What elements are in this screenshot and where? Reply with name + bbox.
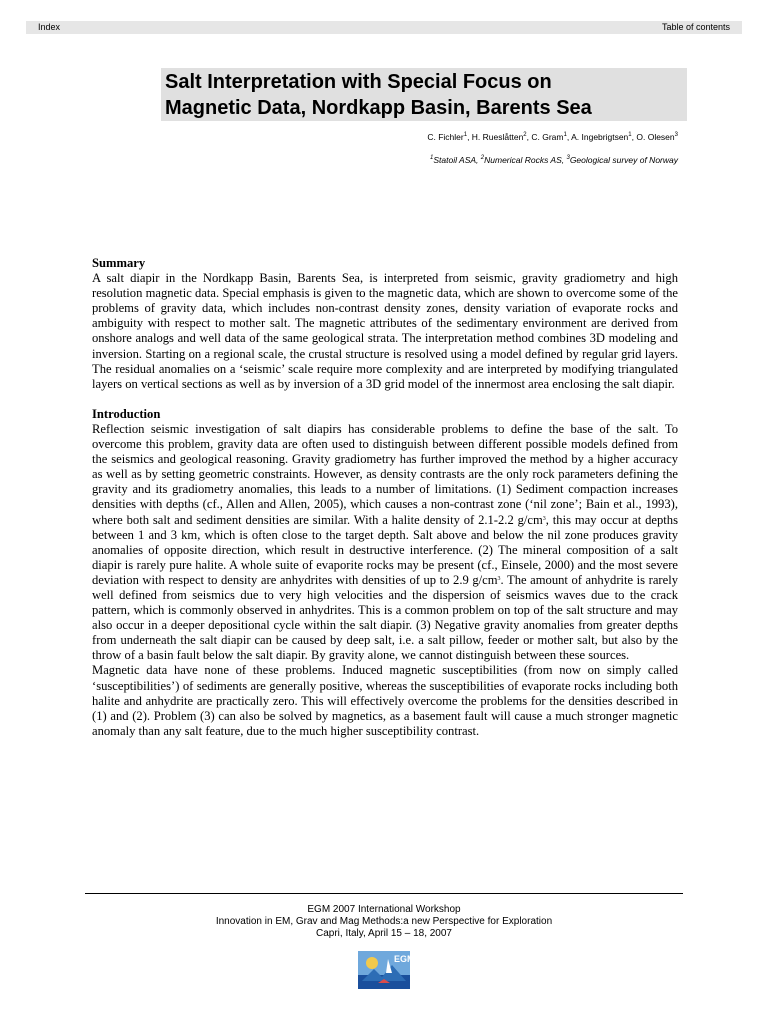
top-navigation-bar bbox=[26, 21, 742, 34]
author: A. Ingebrigtsen$^1$, bbox=[571, 132, 637, 142]
introduction-paragraph-2: Magnetic data have none of these problems. Induced magnetic susceptibilities (from now on simply called ‘susceptibilities’) of sediments are generally positive, whereas the susceptibilities of evaporate rocks including both halite and anhydrite are practically zero. This will effectively overcome the problems for the densities described in (1) and (2). Problem (3) can also be solved by magnetics, as a basement fault will cause a much stronger magnetic anomaly than any salt feature, due to the much higher susceptibility contrast. bbox=[92, 663, 678, 738]
introduction-heading: Introduction bbox=[92, 406, 161, 421]
footer-divider bbox=[85, 893, 683, 894]
workshop-footer bbox=[85, 904, 683, 940]
svg-text:EGM: EGM bbox=[394, 954, 415, 964]
paper-title bbox=[161, 68, 687, 121]
author: C. Fichler$^1$, bbox=[427, 132, 472, 142]
introduction-paragraph-1: Reflection seismic investigation of salt diapirs has considerable problems to define the base of the salt. To overcome this problem, gravity data are often used to distinguish between different possible models defined from the seismics and geological reasoning. Gravity gradiometry has further improved the method by a higher accuracy as well as by setting geometric constraints. However, as density contrasts are the only rock parameters defining the gravity and its gradiometry anomalies, this leads to a number of limitations. (1) Sediment compaction increases densities with depths (cf., Allen and Allen, 2005), which causes a non-contrast zone (‘nil zone’; Bain et al., 1993), where both salt and sediment densities are similar. With a halite density of 2.1-2.2 $g/cm^3$, this may occur at depths between 1 and 3 km, which is often close to the target depth. Salt above and below the nil zone produces gravity anomalies of opposite direction, which result in destructive interference. (2) The mineral composition of a salt diapir is rarely pure halite. A whole suite of evaporite rocks may be present (cf., Einsele, 2000) and the most severe deviation with respect to density are anhydrites with densities of up to 2.9 $g/cm^3$. The amount of anhydrite is rarely well defined from seismics due to very high velocities and the dispersion of seismics waves due to the crack pattern, which is commonly observed in anhydrites. This is a common problem on top of the salt structure and may also occur in a deeper depositional cycle within the salt diapir. (3) Negative gravity anomalies from greater depths from underneath the salt diapir can be caused by deep salt, i.e. a salt pillow, feeder or mother salt, but also by the throw of a basin fault below the salt diapir. By gravity alone, we cannot distinguish between these sources. bbox=[92, 421, 678, 663]
paper-body bbox=[92, 256, 678, 739]
table-of-contents-link[interactable]: Table of contents bbox=[661, 22, 730, 32]
author: O. Olesen$^3$ bbox=[636, 132, 678, 142]
author-list bbox=[427, 132, 678, 142]
index-link[interactable]: Index bbox=[38, 22, 61, 32]
title-line-1: Salt Interpretation with Special Focus on bbox=[165, 71, 552, 93]
title-line-2: Magnetic Data, Nordkapp Basin, Barents Sea bbox=[165, 97, 592, 119]
affiliations: $^1$Statoil ASA, $^2$Numerical Rocks AS, $^3$Geological survey of Norway bbox=[430, 155, 678, 165]
summary-paragraph: A salt diapir in the Nordkapp Basin, Barents Sea, is interpreted from seismic, gravity gradiometry and high resolution magnetic data. Special emphasis is given to the magnetic data, which are shown to overcome some of the problems of gravity data, which includes non-contrast density zones, density variation of evaporate rocks and ambiguity with respect to mother salt. The magnetic attributes of the sedimentary environment are derived from onshore analogs and well data of the same geological strata. The interpretation method combines 3D modeling and inversion. Starting on a regional scale, the crustal structure is resolved using a model defined by regular grid layers. The residual anomalies on a ‘seismic’ scale require more complexity and are interpreted by modifying triangulated layers on vertical sections as well as by inversion of a 3D grid model of the innermost area enclosing the salt diapir. bbox=[92, 271, 678, 391]
summary-heading: Summary bbox=[92, 256, 146, 270]
author: H. Rueslåtten$^2$, bbox=[471, 132, 532, 142]
author: C. Gram$^1$, bbox=[531, 132, 572, 142]
footer-line-1: EGM 2007 International Workshop bbox=[307, 904, 461, 915]
egm-logo bbox=[358, 951, 415, 989]
footer-line-2: Innovation in EM, Grav and Mag Methods:a new Perspective for Exploration bbox=[215, 916, 553, 927]
footer-line-3: Capri, Italy, April 15 – 18, 2007 bbox=[315, 928, 452, 939]
